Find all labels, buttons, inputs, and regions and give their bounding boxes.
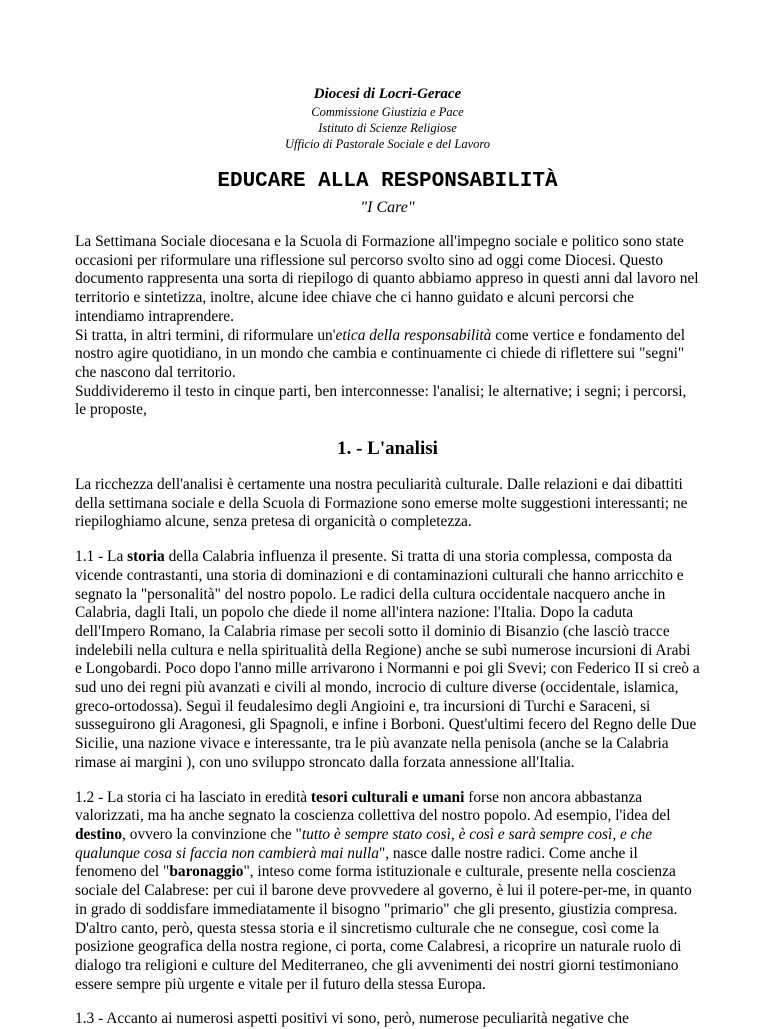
text-run: ", inteso come forma istituzionale e culturale, presente nella coscienza sociale del Calabrese: per cui il barone deve provvedere al governo, è lui il potere-per-me, in quanto in grado di soddisfare immediatamente il bisogno "primario" che gli presento, giustizia compresa. D'altro canto, però, questa stessa storia e il sincretismo culturale che ne consegue, così come la posizione geografica della nostra regione, ci porta, come Calabresi, a ricoprire un naturale ruolo di dialogo tra religioni e culture del Mediterraneo, che gli avvenimenti dei nostri giorni testimoniano essere sempre più urgente e vitale per il futuro della stessa Europa. — [75, 863, 692, 993]
paragraph-1-1 — [75, 548, 700, 772]
bold-baronaggio: baronaggio — [169, 863, 244, 881]
intro-block — [75, 233, 700, 420]
paragraph-1-3: 1.3 - Accanto ai numerosi aspetti positivi vi sono, però, numerose peculiarità negative che — [75, 1010, 629, 1028]
text-run: come vertice e fondamento del nostro agire quotidiano, in un mondo che cambia e continuamente ci chiede di riflettere sui "segni" che nascono dal territorio. — [75, 326, 685, 381]
text-run: forse non ancora abbastanza valorizzati, ma ha anche segnato la coscienza collettiva del nostro popolo. Ad esempio, l'idea del — [75, 788, 671, 825]
text-run: , ovvero la convinzione che " — [122, 825, 302, 843]
section-heading-analysis: 1. - L'analisi — [337, 438, 438, 460]
header-line-office: Ufficio di Pastorale Sociale e del Lavoro — [284, 137, 491, 151]
header-line-institute: Istituto di Scienze Religiose — [318, 121, 457, 135]
italic-quote: tutto è sempre stato così, è così e sarà sempre così, e che qualunque cosa si faccia non cambierà mai nulla — [75, 825, 653, 862]
analysis-intro-paragraph: La ricchezza dell'analisi è certamente una nostra peculiarità culturale. Dalle relazioni e dai dibattiti della settimana sociale e della Scuola di Formazione sono emerse molte suggestioni interessanti; ne riepiloghiamo alcune, senza pretesa di organicità o completezza. — [75, 476, 688, 531]
bold-destino: destino — [75, 825, 123, 843]
diocese-name: Diocesi di Locri-Gerace — [313, 86, 462, 102]
text-run: 1.2 - La storia ci ha lasciato in eredità — [75, 788, 311, 806]
document-header — [75, 84, 700, 152]
text-run: ", nasce dalle nostre radici. Come anche il fenomeno del " — [75, 844, 638, 881]
bold-tesori: tesori culturali e umani — [310, 788, 465, 806]
bold-storia: storia — [127, 548, 165, 566]
intro-paragraph-3: Suddivideremo il testo in cinque parti, ben interconnesse: l'analisi; le alternative; i segni; i percorsi, le proposte, — [75, 382, 687, 419]
document-page — [75, 0, 700, 1029]
document-title: EDUCARE ALLA RESPONSABILITÀ — [217, 170, 558, 193]
text-run: 1.1 - La — [75, 548, 128, 566]
emphasis-ethics: etica della responsabilità — [335, 326, 492, 344]
text-run: Si tratta, in altri termini, di riformulare un' — [75, 326, 336, 344]
header-line-commission: Commissione Giustizia e Pace — [311, 105, 464, 119]
document-subtitle: "I Care" — [360, 199, 415, 216]
intro-paragraph-1: La Settimana Sociale diocesana e la Scuola di Formazione all'impegno sociale e politico sono state occasioni per riformulare una riflessione sul percorso svolto sino ad oggi come Diocesi. Questo documento rappresenta una sorta di riepilogo di quanto abbiamo appreso in questi anni dal lavoro nel territorio e sintetizza, inoltre, alcune idee chiave che ci hanno guidato e alcuni percorsi che intendiamo intraprendere. — [75, 233, 699, 325]
intro-paragraph-2 — [75, 327, 700, 383]
text-run: della Calabria influenza il presente. Si tratta di una storia complessa, composta da vicende contrastanti, una storia di dominazioni e di contaminazioni culturali che hanno arricchito e segnato la "personalità" del nostro popolo. Le radici della cultura occidentale nacquero anche in Calabria, dagli Itali, un popolo che diede il nome all'intera nazione: l'Italia. Dopo la caduta dell'Impero Romano, la Calabria rimase per secoli sotto il dominio di Bisanzio (che lasciò tracce indelebili nella cultura e nella spiritualità della Regione) anche se subì numerose incursioni di Arabi e Longobardi. Poco dopo l'anno mille arrivarono i Normanni e poi gli Svevi; con Federico II si creò a sud uno dei regni più avanzati e civili al mondo, incrocio di culture diverse (occidentale, islamica, greco-ortodossa). Seguì il feudalesimo degli Angioini e, tra incursioni di Turchi e Saraceni, si susseguirono gli Aragonesi, gli Spagnoli, e infine i Borboni. Quest'ultimi fecero del Regno delle Due Sicilie, una nazione vivace e interessante, tra le più avanzate nella penisola (anche se la Calabria rimase ai margini ), con uno sviluppo stroncato dalla forzata annessione all'Italia. — [75, 548, 700, 771]
paragraph-1-2 — [75, 789, 700, 995]
